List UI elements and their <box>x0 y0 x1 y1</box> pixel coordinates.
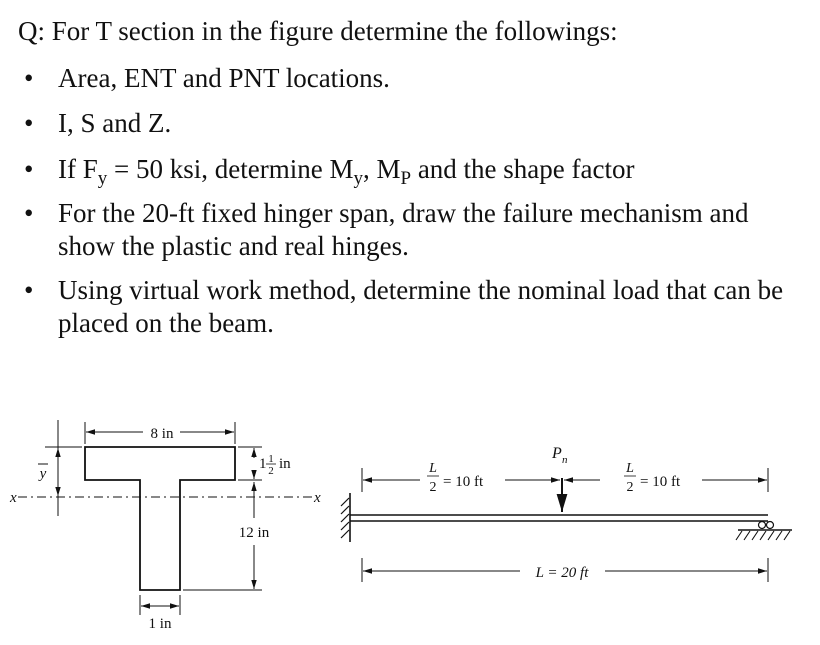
svg-text:= 10 ft: = 10 ft <box>640 474 681 490</box>
my-symbol: $M_y$, <box>329 153 370 189</box>
svg-text:L: L <box>429 461 437 476</box>
flange-width-label: 8 in <box>150 426 174 442</box>
bullet-yield-moment <box>14 152 804 187</box>
load-subscript: n <box>562 454 568 466</box>
fy-symbol: $F_y$ <box>82 153 108 189</box>
question-prefix: Q: <box>18 16 45 46</box>
point-load <box>551 445 568 512</box>
svg-text:1: 1 <box>268 453 274 465</box>
question-text: For T section in the figure determine the followings: <box>51 16 618 46</box>
bullet-text: and the shape factor <box>417 153 635 184</box>
right-half-label <box>624 461 681 495</box>
bullet-icon: • <box>24 198 34 229</box>
bullet-virtual-work <box>14 274 804 340</box>
left-half-label <box>427 461 484 495</box>
question-heading <box>18 14 804 49</box>
web-width-label: 1 in <box>148 616 172 632</box>
x-axis-right-label: x <box>314 490 321 506</box>
bullet-mechanism <box>14 197 804 263</box>
svg-text:2: 2 <box>626 480 634 495</box>
t-section-outline <box>85 447 235 590</box>
svg-text:2: 2 <box>429 480 437 495</box>
question-block <box>14 14 804 351</box>
t-section <box>9 420 321 632</box>
svg-text:L: L <box>626 461 634 476</box>
svg-text:in: in <box>279 456 291 472</box>
ybar-label: y <box>39 466 47 482</box>
load-label: P <box>552 445 562 462</box>
bullet-inertia <box>14 106 804 141</box>
bullet-icon: • <box>24 108 34 139</box>
bullet-text: Using virtual work method, determine the nominal load that can be placed on the beam. <box>58 275 784 338</box>
bullet-text: Area, ENT and PNT locations. <box>58 62 390 93</box>
span-label: L = 20 ft <box>535 565 589 581</box>
mp-symbol: $M_P$ <box>376 153 412 189</box>
svg-text:= 10 ft: = 10 ft <box>443 474 484 490</box>
bullet-text: For the 20-ft fixed hinger span, draw the failure mechanism and show the plastic and real hinges. <box>58 198 749 262</box>
fy-equation: = 50 ksi, determine <box>114 153 323 184</box>
x-axis-left-label: x <box>10 490 17 506</box>
figure <box>0 400 820 645</box>
svg-text:2: 2 <box>268 465 274 477</box>
bullet-area <box>14 61 804 96</box>
fixed-support <box>341 493 350 542</box>
fy-if: If <box>58 153 76 184</box>
web-depth-label: 12 in <box>238 525 270 541</box>
bullet-text: I, S and Z. <box>58 108 172 139</box>
bullet-icon: • <box>24 153 34 184</box>
svg-text:1: 1 <box>259 456 267 472</box>
flange-thickness-label <box>259 453 291 477</box>
beam-diagram <box>341 445 792 582</box>
bullet-icon: • <box>24 275 34 306</box>
pin-support <box>736 522 792 541</box>
bullet-icon: • <box>24 62 34 93</box>
